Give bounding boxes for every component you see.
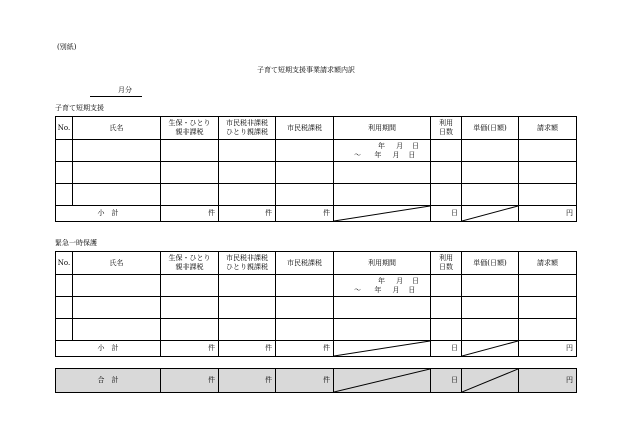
- subtotal-municipal-count: 件: [219, 341, 276, 357]
- cell-days[interactable]: [431, 162, 462, 184]
- subtotal-amount: 円: [519, 341, 577, 357]
- cell-name[interactable]: [73, 275, 161, 297]
- total-welfare-count: 件: [161, 369, 219, 393]
- cell-no[interactable]: [56, 184, 73, 206]
- cell-amount[interactable]: [519, 275, 577, 297]
- month-underline: [90, 96, 142, 97]
- subtotal-period-diagonal: [334, 341, 431, 357]
- cell-municipal[interactable]: [219, 184, 276, 206]
- cell-name[interactable]: [73, 162, 161, 184]
- header-name: 氏名: [73, 117, 161, 140]
- cell-taxed[interactable]: [276, 319, 334, 341]
- header-municipal: 市民税非課税 ひとり親課税: [219, 252, 276, 275]
- cell-welfare[interactable]: [161, 319, 219, 341]
- total-amount: 円: [519, 369, 577, 393]
- cell-municipal[interactable]: [219, 319, 276, 341]
- cell-welfare[interactable]: [161, 140, 219, 162]
- table-row: [56, 184, 577, 206]
- subtotal-row: [56, 341, 577, 357]
- cell-days[interactable]: [431, 275, 462, 297]
- period-end: ～ 年 月 日: [354, 286, 416, 294]
- header-no: No.: [56, 117, 73, 140]
- cell-municipal[interactable]: [219, 140, 276, 162]
- header-days: 利用 日数: [431, 117, 462, 140]
- table-childcare: [55, 116, 577, 222]
- cell-no[interactable]: [56, 140, 73, 162]
- cell-amount[interactable]: [519, 162, 577, 184]
- cell-taxed[interactable]: [276, 162, 334, 184]
- cell-unit-price[interactable]: [462, 184, 519, 206]
- period-end: ～ 年 月 日: [354, 151, 416, 159]
- cell-municipal[interactable]: [219, 162, 276, 184]
- cell-unit-price[interactable]: [462, 319, 519, 341]
- cell-unit-price[interactable]: [462, 162, 519, 184]
- cell-days[interactable]: [431, 184, 462, 206]
- cell-welfare[interactable]: [161, 275, 219, 297]
- subtotal-welfare-count: 件: [161, 341, 219, 357]
- cell-municipal[interactable]: [219, 275, 276, 297]
- cell-days[interactable]: [431, 297, 462, 319]
- header-amount: 請求額: [519, 117, 577, 140]
- cell-amount[interactable]: [519, 184, 577, 206]
- cell-unit-price[interactable]: [462, 275, 519, 297]
- subtotal-days: 日: [431, 341, 462, 357]
- document-title: 子育て短期支援事業請求額内訳: [257, 66, 355, 74]
- total-taxed-count: 件: [276, 369, 334, 393]
- cell-no[interactable]: [56, 297, 73, 319]
- header-amount: 請求額: [519, 252, 577, 275]
- header-welfare: 生保・ひとり 親非課税: [161, 252, 219, 275]
- cell-days[interactable]: [431, 319, 462, 341]
- cell-unit-price[interactable]: [462, 297, 519, 319]
- cell-taxed[interactable]: [276, 184, 334, 206]
- subtotal-label: 小 計: [56, 341, 161, 357]
- header-no: No.: [56, 252, 73, 275]
- subtotal-taxed-count: 件: [276, 341, 334, 357]
- subtotal-welfare-count: 件: [161, 206, 219, 222]
- total-municipal-count: 件: [219, 369, 276, 393]
- total-period-diagonal: [334, 369, 431, 393]
- cell-welfare[interactable]: [161, 297, 219, 319]
- attachment-label: (別紙): [57, 43, 77, 51]
- subtotal-municipal-count: 件: [219, 206, 276, 222]
- cell-no[interactable]: [56, 162, 73, 184]
- subtotal-taxed-count: 件: [276, 206, 334, 222]
- cell-no[interactable]: [56, 319, 73, 341]
- cell-taxed[interactable]: [276, 140, 334, 162]
- subtotal-price-diagonal: [462, 206, 519, 222]
- cell-period[interactable]: [334, 297, 431, 319]
- cell-amount[interactable]: [519, 297, 577, 319]
- cell-welfare[interactable]: [161, 162, 219, 184]
- table-row: [56, 319, 577, 341]
- table-row: [56, 275, 577, 297]
- total-row: [56, 369, 577, 393]
- cell-name[interactable]: [73, 140, 161, 162]
- cell-name[interactable]: [73, 297, 161, 319]
- header-taxed: 市民税課税: [276, 117, 334, 140]
- table-row: [56, 297, 577, 319]
- cell-welfare[interactable]: [161, 184, 219, 206]
- cell-municipal[interactable]: [219, 297, 276, 319]
- period-start: 年 月 日: [378, 142, 420, 150]
- cell-name[interactable]: [73, 184, 161, 206]
- total-days: 日: [431, 369, 462, 393]
- cell-period[interactable]: [334, 275, 431, 297]
- subtotal-label: 小 計: [56, 206, 161, 222]
- section1-heading: 子育て短期支援: [55, 104, 104, 112]
- header-taxed: 市民税課税: [276, 252, 334, 275]
- cell-period[interactable]: [334, 162, 431, 184]
- cell-name[interactable]: [73, 319, 161, 341]
- table-header-row: [56, 117, 577, 140]
- cell-amount[interactable]: [519, 319, 577, 341]
- subtotal-period-diagonal: [334, 206, 431, 222]
- table-header-row: [56, 252, 577, 275]
- header-unit-price: 単価(日額): [462, 252, 519, 275]
- subtotal-row: [56, 206, 577, 222]
- subtotal-amount: 円: [519, 206, 577, 222]
- header-welfare: 生保・ひとり 親非課税: [161, 117, 219, 140]
- table-emergency: [55, 251, 577, 357]
- month-label: 月分: [118, 86, 132, 94]
- header-period: 利用期間: [334, 117, 431, 140]
- cell-period[interactable]: [334, 319, 431, 341]
- section2-heading: 緊急一時保護: [55, 239, 97, 247]
- table-total: [55, 368, 577, 393]
- header-days: 利用 日数: [431, 252, 462, 275]
- table-row: [56, 140, 577, 162]
- cell-period[interactable]: [334, 140, 431, 162]
- cell-amount[interactable]: [519, 140, 577, 162]
- cell-period[interactable]: [334, 184, 431, 206]
- total-label: 合 計: [56, 369, 161, 393]
- subtotal-days: 日: [431, 206, 462, 222]
- header-municipal: 市民税非課税 ひとり親課税: [219, 117, 276, 140]
- total-price-diagonal: [462, 369, 519, 393]
- cell-days[interactable]: [431, 140, 462, 162]
- cell-taxed[interactable]: [276, 275, 334, 297]
- header-period: 利用期間: [334, 252, 431, 275]
- subtotal-price-diagonal: [462, 341, 519, 357]
- cell-taxed[interactable]: [276, 297, 334, 319]
- header-unit-price: 単価(日額): [462, 117, 519, 140]
- cell-unit-price[interactable]: [462, 140, 519, 162]
- table-row: [56, 162, 577, 184]
- period-start: 年 月 日: [378, 277, 420, 285]
- header-name: 氏名: [73, 252, 161, 275]
- cell-no[interactable]: [56, 275, 73, 297]
